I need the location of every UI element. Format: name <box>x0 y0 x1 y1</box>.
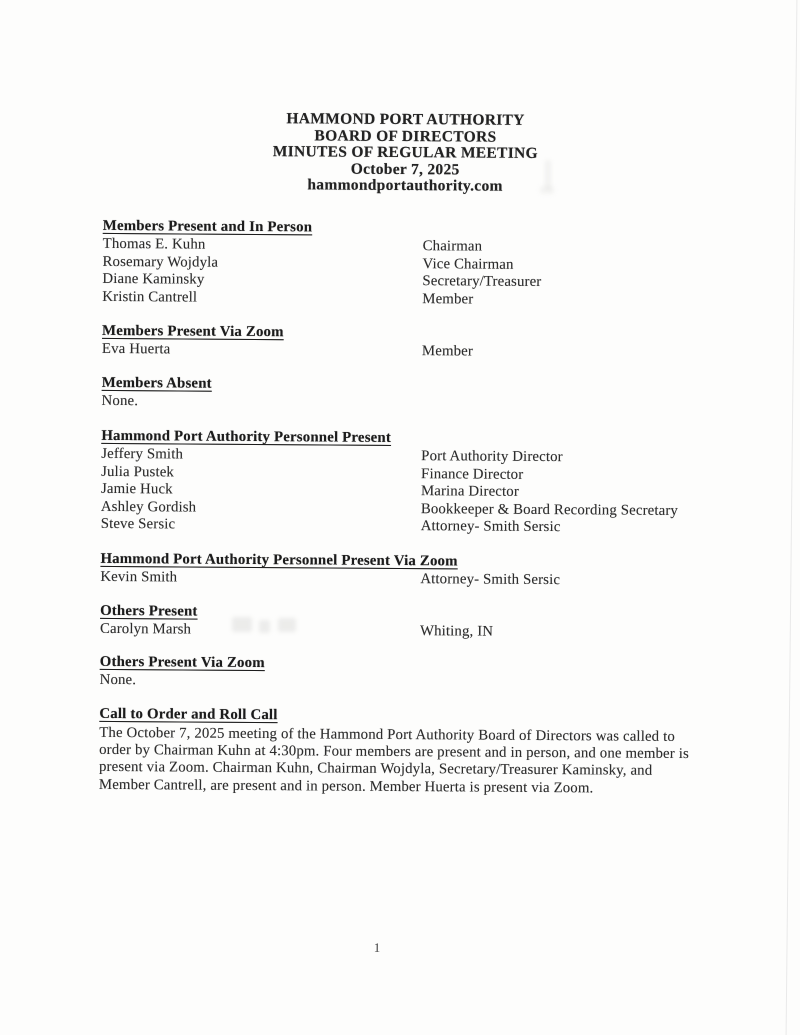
attendee-name: Kristin Cantrell <box>102 288 198 306</box>
section-heading: Members Absent <box>101 374 212 392</box>
attendee-row <box>102 288 767 310</box>
attendee-row <box>101 516 766 538</box>
attendee-name: Carolyn Marsh <box>99 620 192 638</box>
attendee-role: Port Authority Director <box>421 448 563 466</box>
section-heading: Others Present <box>100 602 198 620</box>
page-number: 1 <box>373 939 381 955</box>
scan-smudge <box>259 620 270 633</box>
section-members-zoom <box>102 323 767 363</box>
scan-smudge <box>540 186 554 194</box>
section-personnel-zoom <box>100 551 765 591</box>
attendee-row <box>100 569 765 591</box>
attendee-role: Attorney- Smith Sersic <box>420 518 561 536</box>
attendee-role: Bookkeeper & Board Recording Secretary <box>420 500 679 519</box>
attendee-name: Kevin Smith <box>100 568 178 586</box>
attendee-role: Member <box>422 290 474 308</box>
attendee-name: Julia Pustek <box>101 463 175 480</box>
scan-smudge <box>232 617 252 632</box>
section-call-to-order <box>99 706 765 798</box>
attendee-role: Finance Director <box>421 465 524 483</box>
attendee-name: Jeffery Smith <box>101 445 184 463</box>
section-note: None. <box>99 671 137 689</box>
attendee-name: Diane Kaminsky <box>102 270 205 288</box>
attendee-role: Marina Director <box>420 483 520 500</box>
section-members-absent <box>102 375 767 415</box>
attendee-name: Steve Sersic <box>100 515 176 533</box>
scan-smudge <box>278 618 296 632</box>
section-heading: Members Present Via Zoom <box>102 322 284 341</box>
attendee-role: Attorney- Smith Sersic <box>420 571 561 589</box>
document-title: MINUTES OF REGULAR MEETING <box>272 143 538 163</box>
attendee-role: Vice Chairman <box>422 255 514 273</box>
section-others-present <box>100 603 765 643</box>
section-heading: Members Present and In Person <box>102 217 313 236</box>
attendee-name: Eva Huerta <box>101 340 171 358</box>
attendee-name: Rosemary Wojdyla <box>102 253 219 271</box>
section-heading: Call to Order and Roll Call <box>99 705 278 724</box>
section-others-zoom <box>100 654 765 694</box>
meeting-date: October 7, 2025 <box>350 160 460 179</box>
section-heading: Others Present Via Zoom <box>99 653 265 672</box>
attendee-role: Secretary/Treasurer <box>422 273 542 290</box>
section-note: None. <box>101 392 139 410</box>
section-members-present <box>102 218 768 311</box>
section-heading: Hammond Port Authority Personnel Present Via Zoom <box>100 550 458 570</box>
attendee-name: Ashley Gordish <box>100 498 197 516</box>
website-text: hammondportauthority.com <box>307 176 503 196</box>
attendee-role: Whiting, IN <box>419 623 494 640</box>
attendee-row <box>102 341 767 363</box>
attendee-name: Thomas E. Kuhn <box>102 235 206 253</box>
board-title: BOARD OF DIRECTORS <box>314 126 497 146</box>
call-to-order-paragraph: The October 7, 2025 meeting of the Hammond Port Authority Board of Directors was called to order by Chairman Kuhn at 4:30pm. Four members are present and in person, and one member is present via Zoom. Chairman Kuhn, Chairman Wojdyla, Secretary/Treasurer Kaminsky, and Member Cantrell, are present and in person. Member Huerta is present via Zoom. <box>98 724 689 796</box>
attendee-role: Chairman <box>422 238 483 255</box>
org-title: HAMMOND PORT AUTHORITY <box>286 110 525 129</box>
attendee-name: Jamie Huck <box>100 480 173 498</box>
section-heading: Hammond Port Authority Personnel Present <box>101 427 392 446</box>
section-personnel-present <box>101 428 767 538</box>
document-header <box>5 109 800 198</box>
attendee-row <box>100 621 765 643</box>
attendee-role: Member <box>421 343 474 360</box>
